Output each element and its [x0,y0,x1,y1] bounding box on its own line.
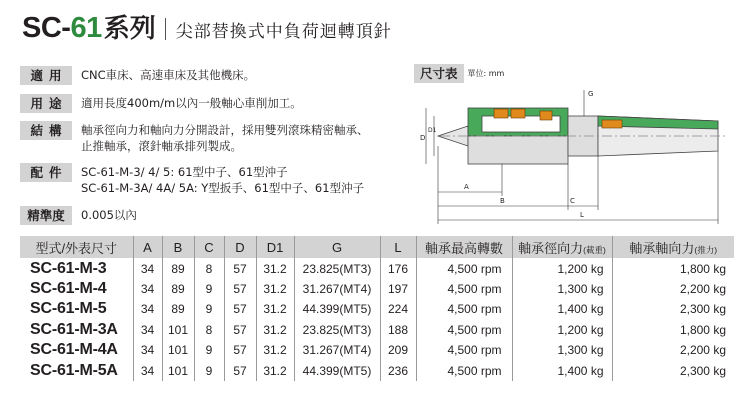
table-cell: 1,200 kg [512,258,612,279]
table-cell: 31.267(MT4) [294,279,380,300]
model-cell: SC-61-M-3A [30,320,118,338]
spec-row-precision [20,206,137,225]
table-cell: 57 [224,279,256,300]
model-cell: SC-61-M-5A [30,361,118,379]
col-header-d1: D1 [256,236,294,258]
table-cell: 23.825(MT3) [294,320,380,341]
table-cell: 34 [133,279,162,300]
table-cell: 4,500 rpm [416,320,512,341]
table-cell: 31.2 [256,361,294,382]
body-lower [468,136,568,164]
table-cell: 4,500 rpm [416,340,512,361]
table-cell: 9 [194,361,224,382]
dim-label-b: B [500,197,505,205]
table-cell: 57 [224,258,256,279]
spec-value [81,121,369,154]
spec-value [81,94,302,111]
spec-line: 適用長度400m/m以內一般軸心車削加工。 [81,96,302,110]
table-cell: 8 [194,320,224,341]
col-header-model: 型式/外表尺寸 [20,236,133,258]
table-header-row [20,236,734,258]
model-cell: SC-61-M-5 [30,300,107,318]
series-label: 系列 [103,14,156,44]
col-header-g: G [294,236,380,258]
col-header-radial [512,236,612,258]
product-subtitle: 尖部替換式中負荷迴轉頂針 [175,22,392,42]
table-cell: 9 [194,279,224,300]
table-row [20,361,734,382]
table-cell: 9 [194,299,224,320]
table-cell: 8 [194,258,224,279]
table-cell: 89 [162,258,194,279]
table-cell: 31.267(MT4) [294,340,380,361]
table-cell: 2,300 kg [612,361,734,382]
dimension-unit: 單位: mm [467,69,505,78]
spec-label: 適用 [20,66,72,85]
table-cell: 1,300 kg [512,340,612,361]
table-cell: 1,400 kg [512,361,612,382]
table-row [20,340,734,361]
table-cell: 101 [162,340,194,361]
radial-note: (載重) [583,244,606,255]
table-cell: 89 [162,279,194,300]
model-cell: SC-61-M-3 [30,260,107,278]
col-header-l: L [380,236,416,258]
table-cell: 1,300 kg [512,279,612,300]
table-cell: 23.825(MT3) [294,258,380,279]
page-header [22,8,392,46]
table-cell: 101 [162,320,194,341]
dim-label-a: A [464,183,469,191]
dimension-title: 尺寸表 [414,64,464,83]
dim-label-d: D [420,134,426,142]
table-cell: 9 [194,340,224,361]
table-cell: 188 [380,320,416,341]
spec-line: CNC車床、高速車床及其他機床。 [81,68,256,82]
table-cell: 57 [224,320,256,341]
bearing-2 [511,109,525,118]
bearing-3 [540,111,552,120]
table-cell: 34 [133,361,162,382]
spec-row-structure [20,121,369,154]
model-prefix: SC- [22,12,71,44]
table-cell: 2,200 kg [612,279,734,300]
table-cell: 31.2 [256,340,294,361]
live-center-drawing [400,82,735,227]
table-row [20,299,734,320]
table-cell: 31.2 [256,320,294,341]
bearing-4 [602,120,622,128]
axial-label: 軸承軸向力 [629,240,695,256]
table-row [20,320,734,341]
header-divider [165,18,166,40]
spec-value [81,163,364,196]
table-cell: 57 [224,340,256,361]
spec-value [81,66,255,83]
dim-label-g: G [588,90,594,98]
spec-label: 精準度 [20,206,72,225]
table-cell: 224 [380,299,416,320]
spec-row-usage [20,94,302,113]
col-header-max-rpm: 軸承最高轉數 [416,236,512,258]
table-cell: 236 [380,361,416,382]
table-row [20,279,734,300]
dim-label-c: C [570,197,575,205]
table-cell: 2,200 kg [612,340,734,361]
spec-label: 用途 [20,94,72,113]
bearing-1 [494,109,508,118]
spec-line: SC-61-M-3A/ 4A/ 5A: Y型扳手、61型中子、61型沖子 [81,181,365,195]
spec-table [20,236,734,381]
table-cell: 89 [162,299,194,320]
dim-label-l: L [580,211,584,219]
table-cell: 1,400 kg [512,299,612,320]
table-cell: 31.2 [256,258,294,279]
model-title [22,12,102,45]
table-cell: 4,500 rpm [416,258,512,279]
col-header-a: A [133,236,162,258]
table-cell: 44.399(MT5) [294,361,380,382]
table-cell: 31.2 [256,299,294,320]
table-cell: 2,300 kg [612,299,734,320]
spec-value [81,206,137,223]
table-row [20,258,734,279]
spec-label: 配件 [20,163,72,182]
table-cell: 197 [380,279,416,300]
col-header-b: B [162,236,194,258]
spec-row-application [20,66,255,85]
table-cell: 57 [224,361,256,382]
spec-label: 結構 [20,121,72,140]
spec-line: 止推軸承，滾針軸承排列製成。 [81,139,242,153]
col-header-c: C [194,236,224,258]
table-cell: 34 [133,299,162,320]
table-cell: 1,800 kg [612,258,734,279]
table-cell: 31.2 [256,279,294,300]
spec-line: 軸承徑向力和軸向力分開設計，採用雙列滾珠精密軸承、 [81,123,369,137]
table-cell: 34 [133,340,162,361]
table-cell: 44.399(MT5) [294,299,380,320]
table-cell: 57 [224,299,256,320]
table-cell: 209 [380,340,416,361]
table-cell: 176 [380,258,416,279]
dim-label-d1: D1 [428,127,437,134]
table-cell: 34 [133,258,162,279]
spec-row-accessories [20,163,364,196]
radial-label: 軸承徑向力 [518,240,584,256]
col-header-axial [612,236,734,258]
spec-line: SC-61-M-3/ 4/ 5: 61型中子、61型沖子 [81,165,288,179]
table-cell: 1,200 kg [512,320,612,341]
table-cell: 4,500 rpm [416,361,512,382]
table-cell: 101 [162,361,194,382]
table-cell: 34 [133,320,162,341]
spec-line: 0.005以內 [81,208,137,222]
col-header-d: D [224,236,256,258]
dimension-heading [414,64,504,83]
axial-note: (推力) [694,244,718,255]
model-cell: SC-61-M-4 [30,279,107,297]
model-number: 61 [70,12,102,44]
table-cell: 4,500 rpm [416,299,512,320]
table-cell: 1,800 kg [612,320,734,341]
table-cell: 4,500 rpm [416,279,512,300]
model-cell: SC-61-M-4A [30,341,118,359]
